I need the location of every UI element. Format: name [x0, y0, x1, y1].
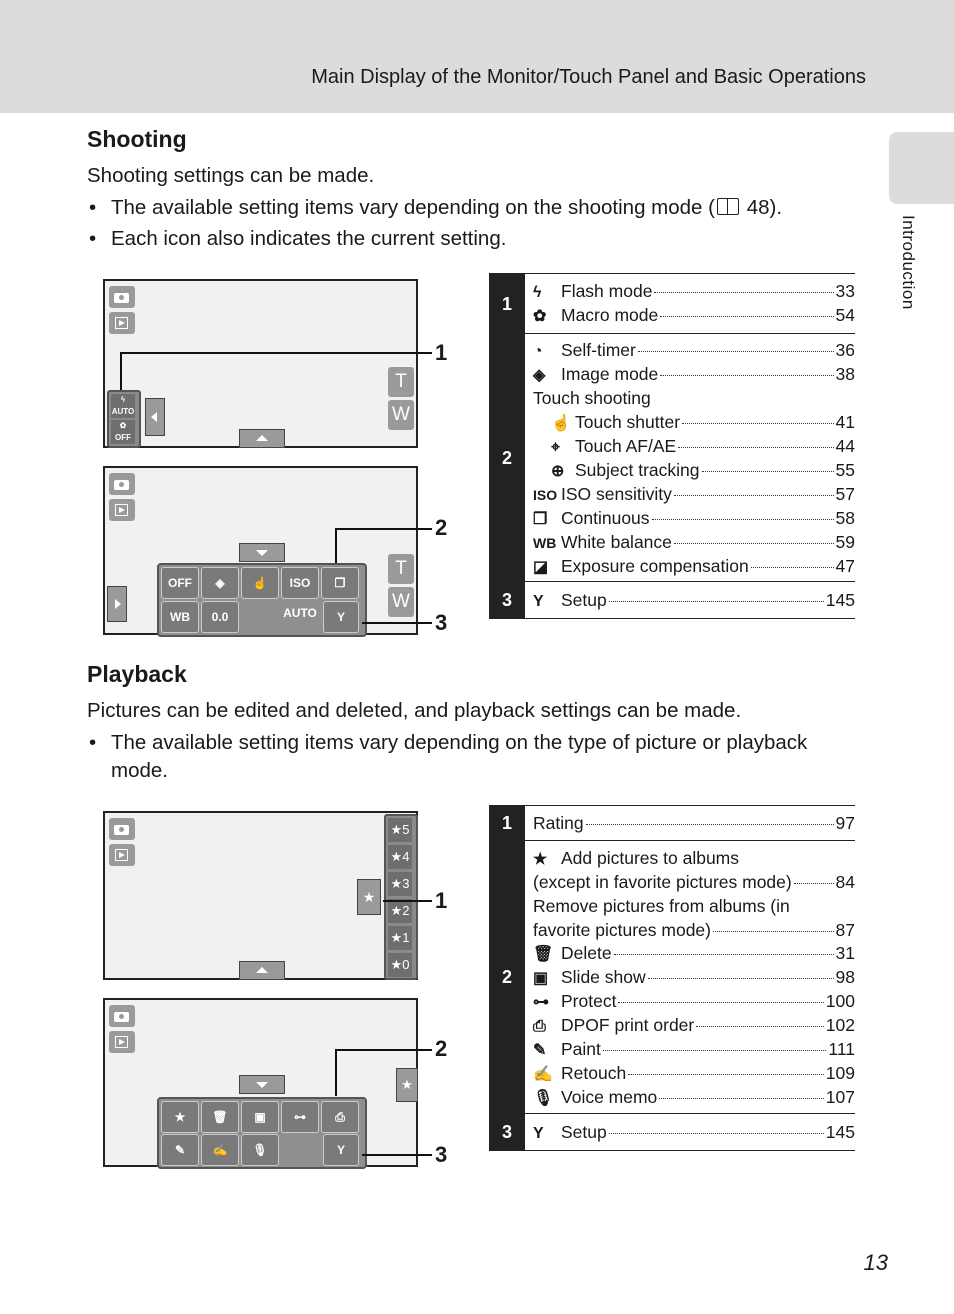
touch-shooting-icon[interactable]: ☝ — [241, 567, 279, 599]
callout-2: 2 — [435, 1036, 448, 1061]
row-number: 2 — [489, 841, 525, 1114]
camera-mode-icon[interactable] — [109, 818, 135, 840]
callout-1: 1 — [435, 340, 448, 365]
retouch-icon: ✍ — [533, 1066, 553, 1083]
touch-shutter-icon: ☝ — [551, 415, 571, 432]
exposure-icon: ◪ — [533, 559, 549, 576]
chapter-label-box — [884, 215, 934, 335]
playback-bullet-1: • The available setting items vary depending on the type of picture or playback mode. — [87, 729, 852, 785]
paint-icon[interactable]: ✎ — [161, 1134, 199, 1166]
touch-shooting-label: Touch shooting — [533, 388, 651, 408]
print-icon[interactable]: ⎙ — [321, 1101, 359, 1133]
playback-mode-icon[interactable] — [109, 1031, 135, 1053]
playback-heading: Playback — [87, 661, 187, 687]
shooting-intro: Shooting settings can be made. — [87, 164, 375, 187]
camera-mode-icon[interactable] — [109, 473, 135, 495]
callout-line — [383, 900, 432, 902]
image-mode-icon[interactable]: ◈ — [201, 567, 239, 599]
shooting-reference-table — [489, 273, 855, 618]
table-row: 3 Y Setup 145 — [489, 1113, 855, 1151]
setup-wrench-button[interactable]: Y — [323, 601, 359, 633]
zoom-wide-button[interactable]: W — [388, 587, 414, 617]
rating-4-button[interactable]: ★4 — [388, 845, 412, 869]
playback-menu-panel — [157, 1097, 367, 1169]
touch-af-icon: ⌖ — [551, 439, 561, 456]
white-balance-icon[interactable]: WB AUTO — [161, 601, 199, 633]
microphone-icon: 🎙 — [533, 1090, 554, 1107]
shooting-bullet-1: • The available setting items vary depending on the shooting mode ( 48). — [87, 194, 847, 222]
rating-tab[interactable]: ★ — [357, 879, 381, 915]
trash-icon[interactable]: 🗑 — [201, 1101, 239, 1133]
album-icon[interactable]: ★ — [161, 1101, 199, 1133]
shooting-bullet-2: • Each icon also indicates the current setting. — [87, 225, 847, 253]
callout-2: 2 — [435, 515, 448, 540]
iso-icon[interactable]: ISO AUTO — [281, 567, 319, 599]
table-row: 1 Rating 97 — [489, 805, 855, 841]
continuous-icon: ❐ — [533, 511, 548, 528]
row-number: 2 — [489, 334, 525, 582]
table-row: 3 Y Setup 145 — [489, 581, 855, 619]
subject-tracking-icon: ⊕ — [551, 463, 565, 480]
zoom-tele-button[interactable]: T — [388, 554, 414, 584]
callout-line — [335, 1049, 337, 1096]
callout-line — [120, 352, 432, 354]
playback-mode-icon[interactable] — [109, 499, 135, 521]
callout-line — [335, 1049, 432, 1051]
macro-icon: ✿ — [533, 308, 547, 325]
playback-reference-table — [489, 805, 855, 1150]
rating-2-button[interactable]: ★2 — [388, 899, 412, 923]
retouch-icon[interactable]: ✍ — [201, 1134, 239, 1166]
self-timer-icon: ◔ — [533, 343, 543, 360]
camera-mode-icon[interactable] — [109, 286, 135, 308]
microphone-icon[interactable]: 🎙 — [241, 1134, 279, 1166]
callout-3: 3 — [435, 1142, 448, 1167]
callout-line — [335, 528, 337, 563]
zoom-wide-button[interactable]: W — [388, 400, 414, 430]
row-number: 1 — [489, 274, 525, 334]
print-icon: ⎙ — [533, 1018, 546, 1035]
callout-3: 3 — [435, 610, 448, 635]
expand-left-tab[interactable] — [145, 398, 165, 436]
flash-auto-icon[interactable]: ϟ AUTO — [111, 395, 135, 416]
flash-icon: ϟ — [533, 284, 542, 301]
page-number: 13 — [863, 1250, 888, 1275]
expand-up-tab[interactable] — [239, 429, 285, 448]
setup-wrench-button[interactable]: Y — [323, 1134, 359, 1166]
shooting-menu-panel — [157, 563, 367, 654]
playback-screen-collapsed — [103, 811, 418, 980]
running-header: Main Display of the Monitor/Touch Panel and Basic Operations — [311, 66, 866, 88]
chapter-label: Introduction — [899, 215, 918, 310]
playback-mode-icon[interactable] — [109, 312, 135, 334]
zoom-tele-button[interactable]: T — [388, 367, 414, 397]
row-number: 3 — [489, 582, 525, 618]
callout-line — [362, 1154, 432, 1156]
slide-show-icon[interactable]: ▣ — [241, 1101, 279, 1133]
white-balance-icon: WB — [533, 535, 557, 551]
table-row: 2 ★ Add pictures to albums (except in favorite pictures mode) 84 Remove pictures from albums (in favorite pictures mode) 87 🗑 Delete 31 ▣ Slide show 98 ⊶ Protect 100 ⎙ DPOF print order 102 ✎ Paint 111 ✍ Retouch 109 🎙 Voice memo 107 — [489, 840, 855, 1114]
self-timer-icon[interactable]: OFF — [161, 567, 199, 599]
shooting-screen-collapsed — [103, 279, 418, 448]
row-number: 3 — [489, 1114, 525, 1150]
slide-show-icon: ▣ — [533, 970, 549, 987]
playback-mode-icon[interactable] — [109, 844, 135, 866]
image-mode-icon: ◈ — [533, 367, 546, 384]
collapse-left-tab[interactable] — [107, 586, 127, 622]
playback-intro: Pictures can be edited and deleted, and playback settings can be made. — [87, 699, 742, 722]
key-icon[interactable]: ⊶ — [281, 1101, 319, 1133]
row-number: 1 — [489, 806, 525, 841]
exposure-icon[interactable]: 0.0 — [201, 601, 239, 633]
shooting-bullets — [87, 194, 847, 256]
continuous-icon[interactable]: ❐ — [321, 567, 359, 599]
book-reference-icon — [717, 198, 739, 215]
album-icon: ★ — [533, 851, 548, 868]
callout-line — [120, 352, 122, 390]
wrench-icon: Y — [533, 1125, 544, 1142]
collapse-down-tab[interactable] — [239, 1075, 285, 1094]
flash-macro-stack[interactable] — [107, 390, 141, 448]
chapter-tab — [889, 132, 954, 204]
rating-5-button[interactable]: ★5 — [388, 818, 412, 842]
wrench-icon: Y — [533, 593, 544, 610]
paint-icon: ✎ — [533, 1042, 547, 1059]
shooting-screen-expanded — [103, 466, 418, 654]
camera-mode-icon[interactable] — [109, 1005, 135, 1027]
table-row: 2 ◔ Self-timer 36 ◈ Image mode 38 Touch shooting ☝ Touch shutter 41 ⌖ Touch AF/AE 44 ⊕ Subject tracking 55 ISO ISO sensitivity 57 ❐ Continuous 58 WB White balance 59 ◪ Exposure compensation 47 — [489, 333, 855, 582]
header-band — [0, 0, 954, 113]
rating-0-button[interactable]: ★0 — [388, 953, 412, 977]
shooting-heading: Shooting — [87, 126, 187, 152]
callout-line — [362, 622, 432, 624]
rating-stack — [384, 814, 418, 980]
iso-icon: ISO — [533, 487, 558, 503]
rating-tab[interactable]: ★ — [396, 1068, 418, 1102]
rating-1-button[interactable]: ★1 — [388, 926, 412, 950]
macro-off-icon[interactable]: ✿ OFF — [111, 420, 135, 444]
callout-1: 1 — [435, 888, 448, 913]
rating-3-button[interactable]: ★3 — [388, 872, 412, 896]
callout-line — [335, 528, 432, 530]
trash-icon: 🗑 — [533, 946, 554, 963]
expand-up-tab[interactable] — [239, 961, 285, 980]
key-icon: ⊶ — [533, 994, 549, 1011]
playback-screen-expanded — [103, 998, 418, 1167]
collapse-down-tab[interactable] — [239, 543, 285, 562]
playback-bullets — [87, 729, 852, 788]
table-row: 1 ϟ Flash mode 33 ✿ Macro mode 54 — [489, 273, 855, 334]
